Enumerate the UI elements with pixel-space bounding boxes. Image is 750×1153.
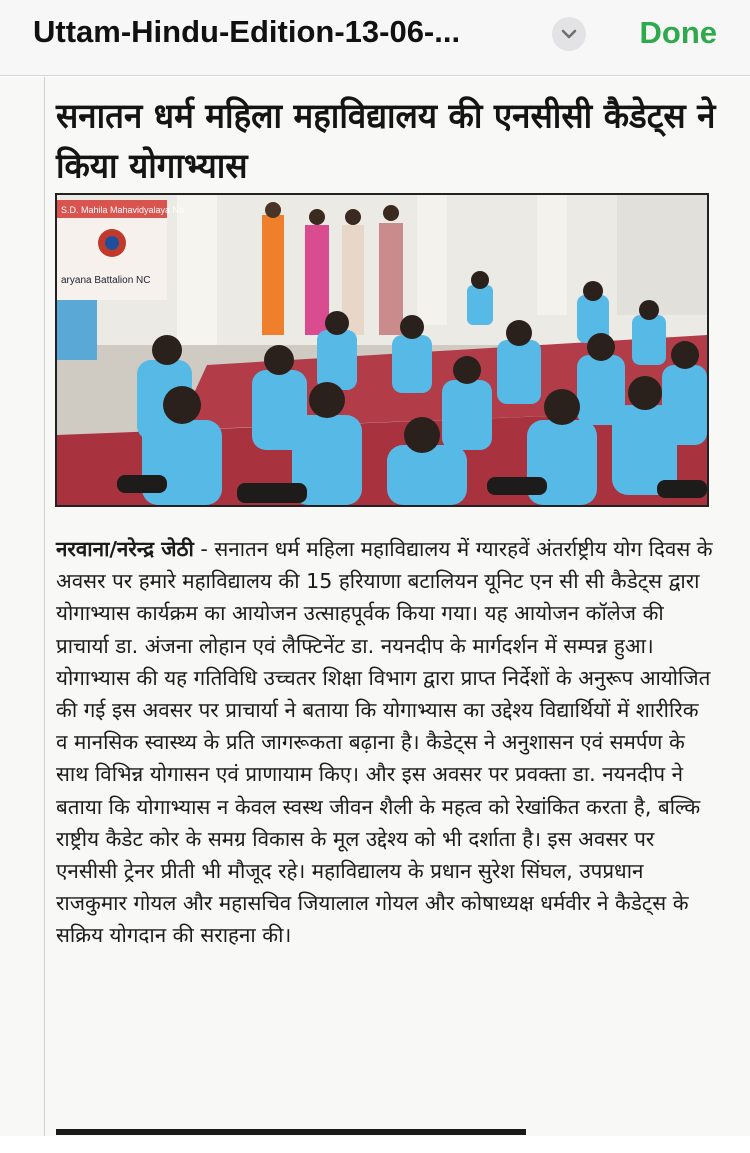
- article-headline: सनातन धर्म महिला महाविद्यालय की एनसीसी कैडेट्स ने किया योगाभ्यास: [56, 95, 716, 186]
- title-menu-button[interactable]: [552, 17, 586, 51]
- photo-banner-text: S.D. Mahila Mahavidyalaya Na: [61, 205, 185, 215]
- article-body-text: - सनातन धर्म महिला महाविद्यालय में ग्यारहवें अंतर्राष्ट्रीय योग दिवस के अवसर पर हमारे महाविद्यालय की 15 हरियाणा बटालियन यूनिट एन सी सी कैडेट्स द्वारा योगाभ्यास कार्यक्रम का आयोजन उत्साहपूर्वक किया गया। यह आयोजन कॉलेज की प्राचार्या डा. अंजना लोहान एवं लैफ्टिनेंट डा. नयनदीप के मार्गदर्शन में सम्पन्न हुआ। योगाभ्यास की यह गतिविधि उच्चतर शिक्षा विभाग द्वारा प्राप्त निर्देशों के अनुरूप आयोजित की गई इस अवसर पर प्राचार्या ने बताया कि योगाभ्यास का उद्देश्य विद्यार्थियों में शारीरिक व मानसिक स्वास्थ्य के प्रति जागरूकता बढ़ाना है। कैडेट्स ने अनुशासन एवं समर्पण के साथ विभिन्न योगासन एवं प्राणायाम किए। और इस अवसर पर प्रवक्ता डा. नयनदीप ने बताया कि योगाभ्यास न केवल स्वस्थ जीवन शैली के महत्व को रेखांकित करता है, बल्कि राष्ट्रीय कैडेट कोर के समग्र विकास के मूल उद्देश्य को भी दर्शाता है। इस अवसर पर एनसीसी ट्रेनर प्रीती भी मौजूद रहे। महाविद्यालय के प्रधान सुरेश सिंघल, उपप्रधान राजकुमार गोयल और महासचिव जियालाल गोयल और कोषाध्यक्ष धर्मवीर ने कैडेट्स के सक्रिय योगदान की सराहना की।: [56, 537, 713, 948]
- viewer-toolbar: [0, 0, 750, 76]
- next-article-headline-fragment: [56, 1123, 526, 1153]
- article-photo: [55, 193, 709, 507]
- chevron-down-icon: [561, 28, 577, 40]
- photo-banner-text-2: aryana Battalion NC: [61, 275, 151, 286]
- done-button[interactable]: Done: [639, 15, 717, 50]
- column-divider: [44, 77, 45, 1136]
- yoga-session-photo: [57, 195, 707, 505]
- article-body: [56, 533, 716, 952]
- document-title[interactable]: Uttam-Hindu-Edition-13-06-...: [33, 14, 461, 49]
- article-byline: नरवाना/नरेन्द्र जेठी: [56, 537, 194, 561]
- newspaper-page: [0, 77, 750, 1136]
